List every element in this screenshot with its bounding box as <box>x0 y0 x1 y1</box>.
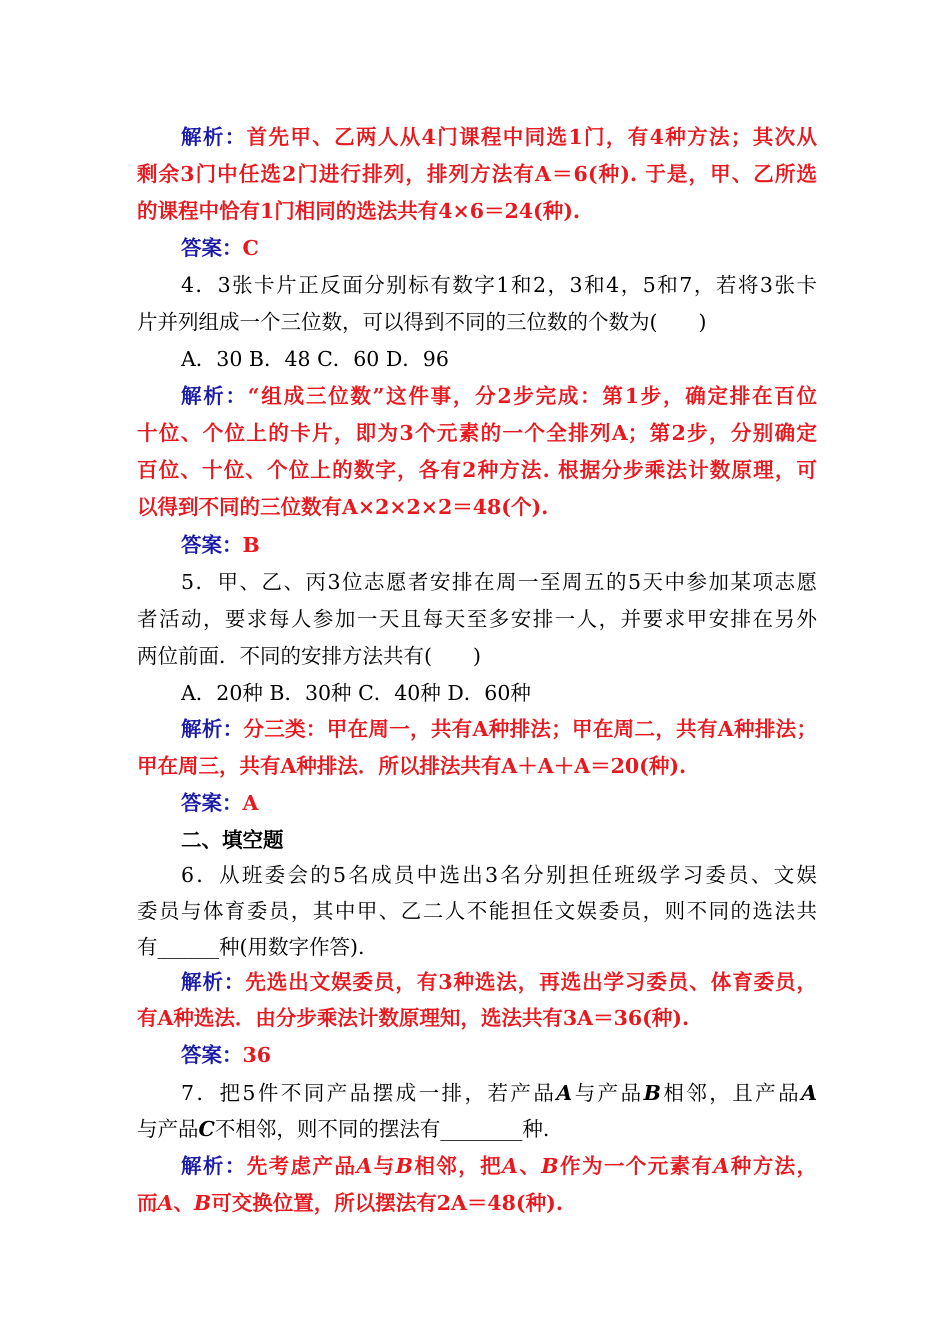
q7-stem-text-c: 相邻，且产品 <box>660 1081 802 1105</box>
q7-analysis-var-b-2: B <box>541 1154 559 1178</box>
q5-answer <box>181 790 817 816</box>
q3-answer-value: C <box>242 236 259 260</box>
q7-analysis-text-e: 种方法， <box>729 1154 818 1178</box>
analysis-label: 解析： <box>181 125 247 149</box>
q3-answer <box>181 235 817 261</box>
q7-var-b: B <box>643 1081 661 1105</box>
analysis-label: 解析： <box>181 384 248 408</box>
q4-analysis-line-4: 以得到不同的三位数有A×2×2×2＝48(个). <box>137 495 549 519</box>
q7-stem-text-d: 与产品 <box>137 1117 199 1141</box>
q7-var-a: A <box>556 1081 573 1105</box>
q7-stem-line-2 <box>137 1116 817 1142</box>
analysis-label: 解析： <box>181 970 246 994</box>
answer-label: 答案： <box>181 791 243 815</box>
q6-answer <box>181 1042 817 1068</box>
q7-stem-text-e: 不相邻，则不同的摆法有________种. <box>214 1117 550 1141</box>
answer-label: 答案： <box>181 533 243 557</box>
q3-analysis-line-3: 的课程中恰有1门相同的选法共有4×6＝24(种). <box>137 199 581 223</box>
q4-stem-line-2: 片并列组成一个三位数，可以得到不同的三位数的个数为( ) <box>137 310 707 334</box>
q4-analysis-line-1 <box>181 383 817 409</box>
q7-analysis-sep-2: 、 <box>173 1191 194 1215</box>
q7-analysis-text-b: 与 <box>372 1154 396 1178</box>
q6-stem-line-2: 委员与体育委员，其中甲、乙二人不能担任文娱委员，则不同的选法共 <box>137 899 817 923</box>
q6-stem-line-1: 6．从班委会的5名成员中选出3名分别担任班级学习委员、文娱 <box>181 863 817 887</box>
q5-stem-line-3: 两位前面．不同的安排方法共有( ) <box>137 644 481 668</box>
q7-var-c: C <box>198 1117 215 1141</box>
q7-stem-text-b: 与产品 <box>572 1081 644 1105</box>
section-title: 二、填空题 <box>181 828 284 852</box>
q7-analysis-var-b: B <box>395 1154 413 1178</box>
q7-analysis-line-1 <box>181 1153 817 1179</box>
q7-analysis-var-a-4: A <box>157 1191 174 1215</box>
q7-analysis-var-a-2: A <box>502 1154 518 1178</box>
q7-analysis-var-a-3: A <box>713 1154 730 1178</box>
q7-analysis-var-a: A <box>356 1154 373 1178</box>
q5-analysis-line-2: 甲在周三，共有A种排法．所以排法共有A＋A＋A＝20(种). <box>137 754 687 778</box>
analysis-label: 解析： <box>181 1154 247 1178</box>
q7-analysis-line-2 <box>137 1190 817 1216</box>
answer-label: 答案： <box>181 1043 243 1067</box>
q3-analysis-text-1: 首先甲、乙两人从4门课程中同选1门，有4种方法；其次从 <box>246 125 817 149</box>
q7-analysis-text-d: 作为一个元素有 <box>558 1154 714 1178</box>
q7-stem-line-1 <box>181 1080 817 1106</box>
q5-analysis-text-1: 分三类：甲在周一，共有A种排法；甲在周二，共有A种排法； <box>243 717 817 741</box>
q6-analysis-line-2: 有A种选法．由分步乘法计数原理知，选法共有3A＝36(种). <box>137 1006 690 1030</box>
q4-options: A．30 B．48 C．60 D．96 <box>181 347 449 371</box>
q5-stem-line-1: 5．甲、乙、丙3位志愿者安排在周一至周五的5天中参加某项志愿 <box>181 570 817 594</box>
q4-analysis-line-3: 百位、十位、个位上的数字，各有2种方法. 根据分步乘法计数原理，可 <box>137 458 817 482</box>
q4-analysis-line-2: 十位、个位上的卡片，即为3个元素的一个全排列A；第2步，分别确定 <box>137 421 817 445</box>
q5-options: A．20种 B．30种 C．40种 D．60种 <box>181 681 531 705</box>
q3-analysis-line-2: 剩余3门中任选2门进行排列，排列方法有A＝6(种). 于是，甲、乙所选 <box>137 162 817 186</box>
q7-analysis-text-f: 而 <box>137 1191 158 1215</box>
q7-analysis-var-b-3: B <box>193 1191 212 1215</box>
q6-stem-line-3: 有______种(用数字作答). <box>137 935 365 959</box>
q7-analysis-text-c: 相邻，把 <box>412 1154 503 1178</box>
q7-analysis-text-g: 可交换位置，所以摆法有2A＝48(种). <box>211 1191 563 1215</box>
q5-answer-value: A <box>242 791 259 815</box>
q5-stem-line-2: 者活动，要求每人参加一天且每天至多安排一人，并要求甲安排在另外 <box>137 607 817 631</box>
q4-analysis-text-1: “组成三位数”这件事，分2步完成：第1步，确定排在百位 <box>247 384 817 408</box>
q3-analysis-line-1 <box>181 124 817 150</box>
q6-analysis-text-1: 先选出文娱委员，有3种选法，再选出学习委员、体育委员， <box>245 970 818 994</box>
analysis-label: 解析： <box>181 717 244 741</box>
q6-analysis-line-1 <box>181 969 817 995</box>
q7-stem-text-a: 7．把5件不同产品摆成一排，若产品 <box>181 1081 557 1105</box>
q7-var-a-2: A <box>801 1081 818 1105</box>
q6-answer-value: 36 <box>242 1043 272 1067</box>
q4-answer-value: B <box>242 533 260 557</box>
q4-stem-line-1: 4．3张卡片正反面分别标有数字1和2，3和4，5和7，若将3张卡 <box>181 273 817 297</box>
q7-analysis-sep: 、 <box>517 1154 542 1178</box>
answer-label: 答案： <box>181 236 243 260</box>
q4-answer <box>181 532 817 558</box>
q7-analysis-text-a: 先考虑产品 <box>246 1154 357 1178</box>
q5-analysis-line-1 <box>181 716 817 742</box>
